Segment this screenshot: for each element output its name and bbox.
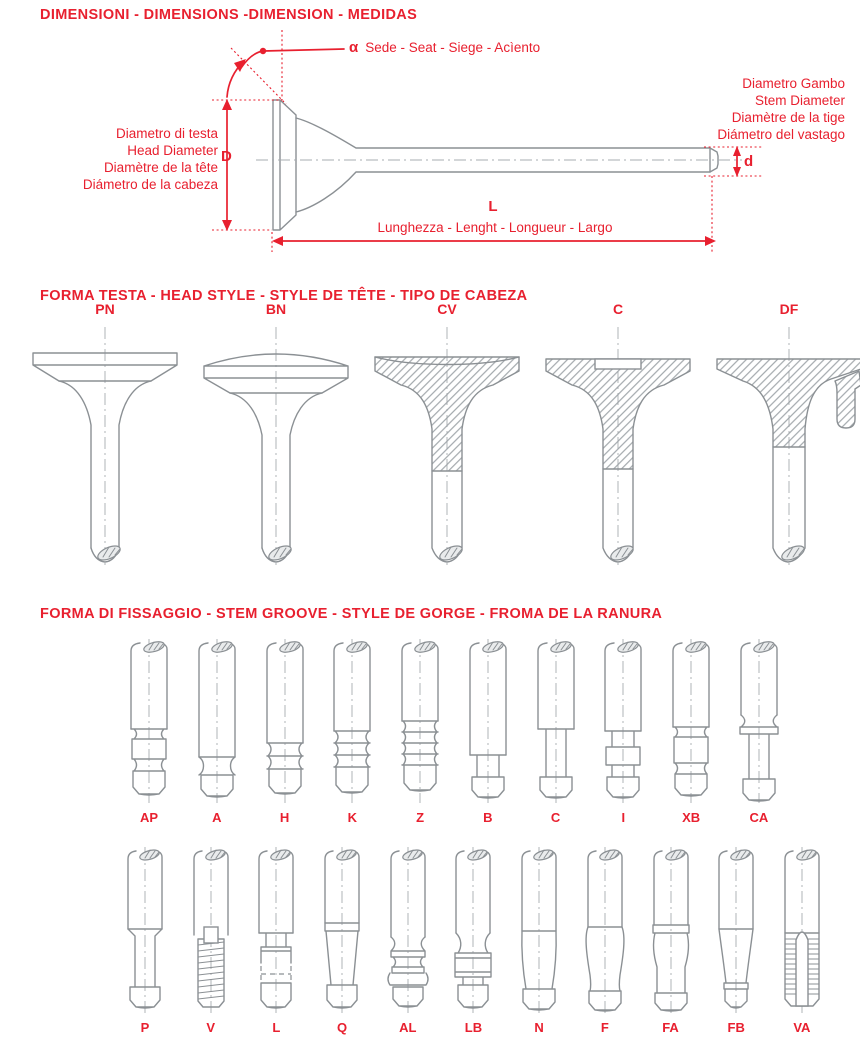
- length-label: Lunghezza - Lenght - Longueur - Largo: [377, 220, 613, 235]
- stem-groove-item-h: [254, 637, 316, 825]
- stem-groove-b-drawing: [457, 637, 519, 805]
- head-style-df-drawing: [709, 323, 860, 573]
- stem-groove-item-b: [457, 637, 519, 825]
- seat-callout: [349, 39, 540, 56]
- head-style-pn-drawing: [25, 323, 185, 573]
- stem-groove-c-drawing: [525, 637, 587, 805]
- stem-groove-label: FB: [727, 1020, 745, 1035]
- stem-groove-i-drawing: [592, 637, 654, 805]
- stem-diameter-line: Diámetro del vastago: [717, 127, 845, 142]
- head-style-cv-drawing: [367, 323, 527, 573]
- stem-groove-label: XB: [682, 810, 701, 825]
- stem-groove-label: LB: [464, 1020, 483, 1035]
- stem-diameter-line: Diametro Gambo: [742, 76, 845, 91]
- head-style-item-df: [709, 301, 860, 573]
- stem-groove-item-ap: [118, 637, 180, 825]
- head-style-label: BN: [265, 301, 287, 317]
- stem-grooves-row-1: [118, 637, 790, 825]
- stem-groove-label: VA: [793, 1020, 811, 1035]
- stem-groove-a-drawing: [186, 637, 248, 805]
- seat-label: Sede - Seat - Siege - Acìento: [365, 40, 541, 55]
- stem-groove-lb-drawing: [444, 845, 502, 1015]
- head-style-item-c: [538, 301, 698, 573]
- stem-grooves-row-2: [116, 845, 831, 1035]
- head-style-label: CV: [437, 301, 457, 317]
- stem-groove-item-k: [321, 637, 383, 825]
- head-style-bn-drawing: [196, 323, 356, 573]
- stem-groove-label: C: [550, 810, 561, 825]
- stem-groove-item-n: [510, 845, 568, 1035]
- stem-diameter-symbol: d: [744, 153, 754, 170]
- stem-groove-n-drawing: [510, 845, 568, 1015]
- stem-diameter-line: Diamètre de la tige: [731, 110, 845, 125]
- stem-groove-f-drawing: [576, 845, 634, 1015]
- stem-groove-l-drawing: [247, 845, 305, 1015]
- stem-groove-item-a: [186, 637, 248, 825]
- stem-groove-p-drawing: [116, 845, 174, 1015]
- stem-groove-k-drawing: [321, 637, 383, 805]
- stem-groove-va-drawing: [773, 845, 831, 1015]
- stem-groove-item-al: [379, 845, 437, 1035]
- stem-groove-label: V: [206, 1020, 216, 1035]
- stem-groove-item-l: [247, 845, 305, 1035]
- head-diameter-line: Diamètre de la tête: [103, 160, 218, 175]
- head-style-label: DF: [779, 301, 799, 317]
- alpha-symbol: α: [349, 39, 359, 56]
- stem-groove-item-c: [525, 637, 587, 825]
- stem-groove-label: I: [621, 810, 626, 825]
- stem-groove-item-q: [313, 845, 371, 1035]
- stem-groove-label: P: [140, 1020, 150, 1035]
- stem-groove-item-fb: [707, 845, 765, 1035]
- stem-groove-ca-drawing: [728, 637, 790, 805]
- head-style-item-pn: [25, 301, 185, 573]
- head-styles-row: [25, 301, 860, 573]
- head-style-label: PN: [95, 301, 115, 317]
- stem-groove-label: Z: [416, 810, 425, 825]
- stem-groove-item-va: [773, 845, 831, 1035]
- stem-groove-label: CA: [749, 810, 769, 825]
- stem-groove-label: B: [483, 810, 493, 825]
- stem-groove-item-fa: [642, 845, 700, 1035]
- stem-groove-label: A: [212, 810, 222, 825]
- head-style-item-cv: [367, 301, 527, 573]
- head-diameter-labels: [40, 125, 218, 193]
- stem-groove-item-v: [182, 845, 240, 1035]
- stem-groove-fb-drawing: [707, 845, 765, 1015]
- stem-grooves-title: FORMA DI FISSAGGIO - STEM GROOVE - STYLE DE GORGE - FROMA DE LA RANURA: [40, 606, 663, 622]
- stem-groove-item-lb: [444, 845, 502, 1035]
- head-style-item-bn: [196, 301, 356, 573]
- stem-groove-label: F: [600, 1020, 609, 1035]
- head-diameter-line: Diámetro de la cabeza: [82, 177, 218, 192]
- head-diameter-symbol: D: [221, 148, 232, 165]
- stem-diameter-line: Stem Diameter: [754, 93, 845, 108]
- stem-groove-label: H: [279, 810, 290, 825]
- stem-groove-fa-drawing: [642, 845, 700, 1015]
- stem-groove-item-i: [592, 637, 654, 825]
- stem-groove-item-f: [576, 845, 634, 1035]
- stem-groove-label: K: [347, 810, 357, 825]
- stem-groove-h-drawing: [254, 637, 316, 805]
- dimensions-title: DIMENSIONI - DIMENSIONS -DIMENSION - MEDIDAS: [40, 7, 418, 23]
- length-symbol: L: [488, 198, 498, 215]
- head-style-label: C: [612, 301, 624, 317]
- stem-diameter-labels: [640, 75, 845, 143]
- stem-groove-label: FA: [662, 1020, 679, 1035]
- stem-groove-xb-drawing: [660, 637, 722, 805]
- head-diameter-line: Diametro di testa: [115, 126, 218, 141]
- stem-groove-al-drawing: [379, 845, 437, 1015]
- head-style-c-drawing: [538, 323, 698, 573]
- stem-groove-z-drawing: [389, 637, 451, 805]
- head-diameter-line: Head Diameter: [127, 143, 218, 158]
- stem-groove-label: AL: [399, 1020, 417, 1035]
- stem-groove-label: Q: [337, 1020, 348, 1035]
- stem-groove-v-drawing: [182, 845, 240, 1015]
- stem-groove-label: L: [272, 1020, 281, 1035]
- stem-groove-ap-drawing: [118, 637, 180, 805]
- stem-groove-label: N: [534, 1020, 544, 1035]
- stem-groove-q-drawing: [313, 845, 371, 1015]
- stem-groove-item-xb: [660, 637, 722, 825]
- stem-groove-item-z: [389, 637, 451, 825]
- head-styles-title: FORMA TESTA - HEAD STYLE - STYLE DE TÊTE - TIPO DE CABEZA: [40, 288, 528, 304]
- stem-groove-label: AP: [139, 810, 159, 825]
- stem-groove-item-p: [116, 845, 174, 1035]
- stem-groove-item-ca: [728, 637, 790, 825]
